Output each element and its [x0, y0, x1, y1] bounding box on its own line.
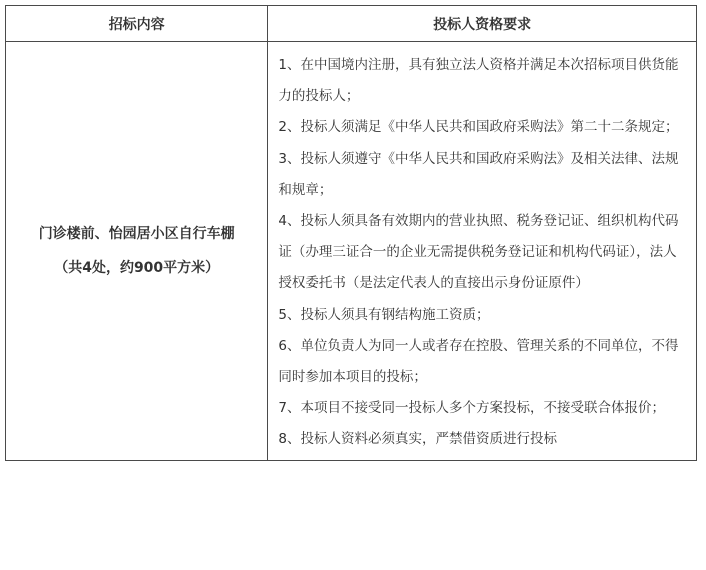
tender-requirements-table: [5, 5, 697, 461]
requirement-item-1: 1、在中国境内注册，具有独立法人资格并满足本次招标项目供货能力的投标人；: [278, 57, 679, 105]
requirement-item-2: 2、投标人须满足《中华人民共和国政府采购法》第二十二条规定；: [278, 119, 679, 136]
requirement-item-7: 7、本项目不接受同一投标人多个方案投标，不接受联合体报价；: [278, 400, 665, 417]
header-tender-content: 招标内容: [6, 6, 268, 42]
table-header-row: [6, 6, 697, 42]
tender-content-cell: [6, 42, 268, 461]
header-bidder-requirements: 投标人资格要求: [268, 6, 697, 42]
tender-content-title: 门诊楼前、怡园居小区自行车棚: [38, 225, 235, 242]
tender-content-scope: （共4处，约900平方米）: [54, 259, 220, 276]
requirement-item-3: 3、投标人须遵守《中华人民共和国政府采购法》及相关法律、法规和规章；: [278, 150, 679, 198]
requirement-item-6: 6、单位负责人为同一人或者存在控股、管理关系的不同单位，不得同时参加本项目的投标；: [278, 337, 679, 386]
requirement-item-8: 8、投标人资料必须真实，严禁借资质进行投标: [278, 431, 557, 448]
table-row: [6, 42, 697, 461]
requirements-cell: [268, 42, 697, 461]
requirement-item-4: 4、投标人须具备有效期内的营业执照、税务登记证、组织机构代码证（办理三证合一的企业无需提供税务登记证和机构代码证），法人授权委托书（是法定代表人的直接出示身份证原件）: [278, 213, 679, 292]
requirement-item-5: 5、投标人须具有钢结构施工资质；: [278, 306, 490, 323]
